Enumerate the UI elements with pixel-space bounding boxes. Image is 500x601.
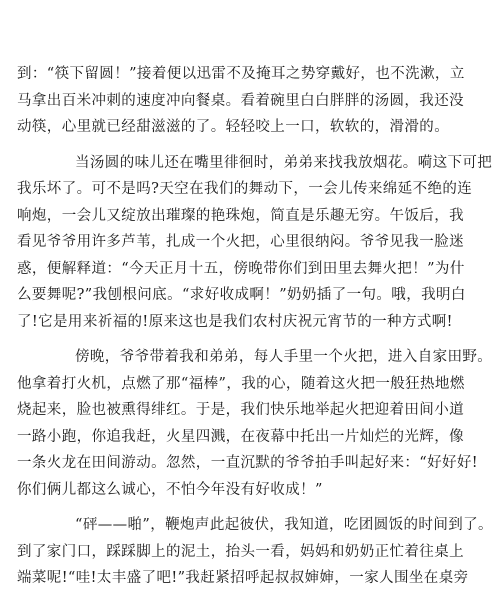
text-line: 看见爷爷用许多芦苇，扎成一个火把，心里很纳闷。爷爷见我一脸迷 — [17, 234, 464, 250]
text-line: 烧起来，脸也被熏得绯红。于是，我们快乐地举起火把迎着田间小道 — [17, 402, 464, 418]
text-line: 惑，便解释道：“今天正月十五，傍晚带你们到田里去舞火把！”为什 — [17, 260, 465, 277]
essay-body — [17, 61, 493, 601]
text-line: 了!它是用来祈福的!原来这也是我们农村庆祝元宵节的一种方式啊! — [17, 313, 453, 330]
paragraph-3 — [17, 344, 493, 503]
text-line: 傍晚，爷爷带着我和弟弟，每人手里一个火把，进入自家田野。 — [75, 349, 493, 365]
paragraph-1 — [17, 61, 489, 141]
text-line: 到了家门口，踩踩脚上的泥土，抬头一看，妈妈和奶奶正忙着往桌上 — [17, 543, 464, 560]
text-line: 他拿着打火机，点燃了那“福棒”，我的心，随着这火把一般狂热地燃 — [17, 375, 465, 392]
text-line: 一路小跑，你追我赶，火星四溅，在夜幕中托出一片灿烂的光辉，像 — [17, 428, 464, 445]
paragraph-4 — [17, 512, 493, 592]
text-line: 响炮，一会儿又绽放出璀璨的艳珠炮，简直是乐趣无穷。午饭后，我 — [17, 207, 464, 224]
text-line: 一条火龙在田间游动。忽然，一直沉默的爷爷拍手叫起好来：“好好好! — [17, 455, 479, 471]
text-line: 么要舞呢?”我刨根问底。“求好收成啊！”奶奶插了一句。哦，我明白 — [17, 287, 466, 303]
text-line: 当汤圆的味儿还在嘴里徘徊时，弟弟来找我放烟花。嗬这下可把 — [75, 154, 493, 171]
text-line: “砰——啪”，鞭炮声此起彼伏，我知道，吃团圆饭的时间到了。 — [75, 517, 493, 533]
text-line: 马拿出百米冲刺的速度冲向餐桌。看着碗里白白胖胖的汤圆，我还没 — [17, 92, 464, 109]
text-line: 动筷，心里就已经甜滋滋的了。轻轻咬上一口，软软的，滑滑的。 — [17, 119, 450, 135]
text-line: 你们俩儿都这么诚心，不怕今年没有好收成！” — [17, 481, 323, 498]
paragraph-2 — [17, 150, 493, 336]
text-line: 我乐坏了。可不是吗?天空在我们的舞动下，一会儿传来绵延不绝的连 — [17, 181, 473, 197]
text-line: 端菜呢!“哇!太丰盛了吧!”我赶紧招呼起叔叔婶婶，一家人围坐在桌旁 — [17, 570, 469, 586]
text-line: 到：“筷下留圆！”接着便以迅雷不及掩耳之势穿戴好，也不洗漱，立 — [17, 66, 465, 82]
